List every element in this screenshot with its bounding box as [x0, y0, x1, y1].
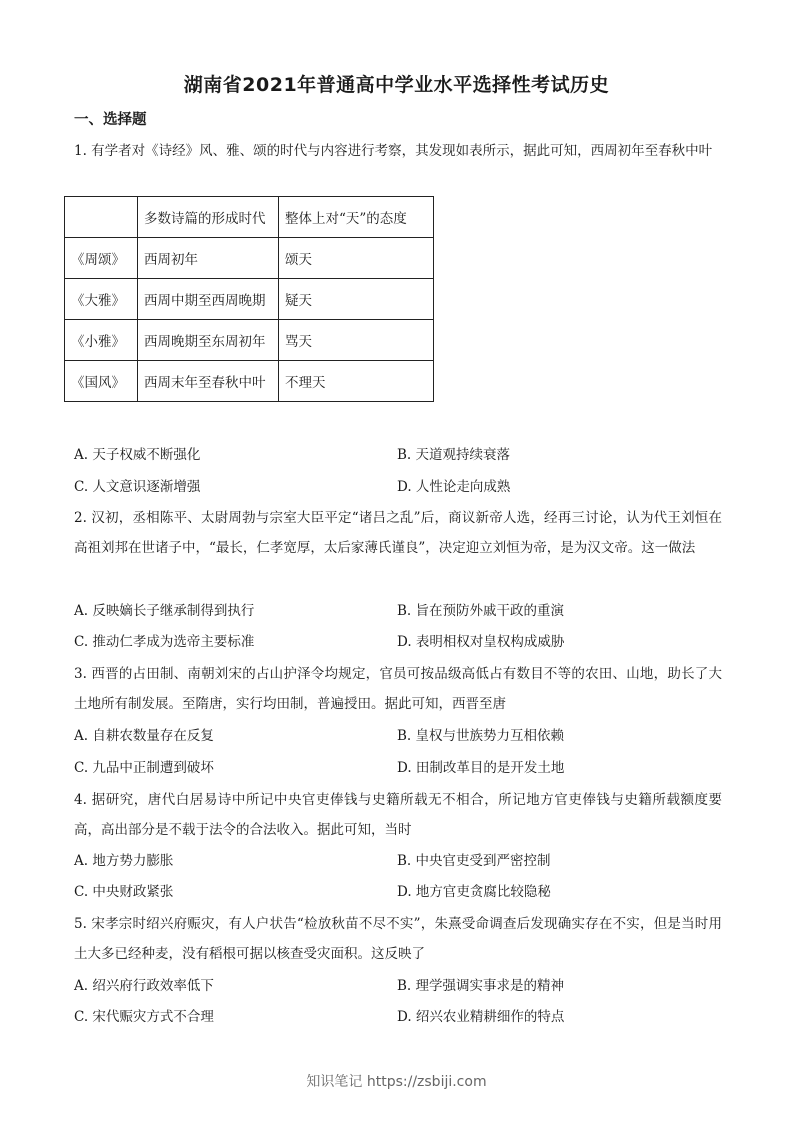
- question-5-option-a: A. 绍兴府行政效率低下: [74, 978, 214, 994]
- table-cell: 《大雅》: [65, 279, 138, 320]
- page-title: 湖南省2021年普通高中学业水平选择性考试历史: [183, 74, 610, 96]
- question-1-option-c: C. 人文意识逐渐增强: [74, 479, 201, 495]
- table-cell: 《小雅》: [65, 320, 138, 361]
- question-5-stem: 5. 宋孝宗时绍兴府赈灾，有人户状告“检放秋苗不尽不实”，朱熹受命调查后发现确实存在不实，但是当时用土大多已经种麦，没有稻根可据以核查受灾面积。这反映了: [74, 916, 722, 962]
- question-2-option-c: C. 推动仁孝成为选帝主要标准: [74, 634, 255, 650]
- table-header-cell: 整体上对“天”的态度: [279, 197, 434, 238]
- table-cell: 骂天: [279, 320, 434, 361]
- question-3-option-d: D. 田制改革目的是开发土地: [397, 760, 565, 776]
- table-cell: 《国风》: [65, 361, 138, 402]
- question-1-table: [64, 196, 434, 402]
- table-cell: 不理天: [279, 361, 434, 402]
- footer-watermark: 知识笔记 https://zsbiji.com: [306, 1074, 487, 1090]
- table-cell: 西周晚期至东周初年: [138, 320, 279, 361]
- table-row: [65, 238, 434, 279]
- table-cell: 西周末年至春秋中叶: [138, 361, 279, 402]
- question-5-option-b: B. 理学强调实事求是的精神: [397, 978, 565, 994]
- question-4-option-c: C. 中央财政紧张: [74, 884, 174, 900]
- question-1-option-d: D. 人性论走向成熟: [397, 479, 511, 495]
- table-header-cell: [65, 197, 138, 238]
- question-5-option-d: D. 绍兴农业精耕细作的特点: [397, 1009, 565, 1025]
- question-1-option-a: A. 天子权威不断强化: [74, 447, 201, 463]
- table-cell: 疑天: [279, 279, 434, 320]
- table-cell: 颂天: [279, 238, 434, 279]
- table-cell: 《周颂》: [65, 238, 138, 279]
- question-3-option-a: A. 自耕农数量存在反复: [74, 728, 214, 744]
- question-4-stem: 4. 据研究，唐代白居易诗中所记中央官吏俸钱与史籍所载无不相合，所记地方官吏俸钱与史籍所载额度要高，高出部分是不载于法令的合法收入。据此可知，当时: [74, 792, 722, 838]
- question-4-option-d: D. 地方官吏贪腐比较隐秘: [397, 884, 551, 900]
- question-2-option-a: A. 反映嫡长子继承制得到执行: [74, 603, 255, 619]
- question-4-option-a: A. 地方势力膨胀: [74, 853, 174, 869]
- table-cell: 西周初年: [138, 238, 279, 279]
- question-1-option-b: B. 天道观持续衰落: [397, 447, 511, 463]
- question-3-option-c: C. 九品中正制遭到破坏: [74, 760, 214, 776]
- question-3-option-b: B. 皇权与世族势力互相依赖: [397, 728, 565, 744]
- table-cell: 西周中期至西周晚期: [138, 279, 279, 320]
- table-row: [65, 279, 434, 320]
- table-row: [65, 361, 434, 402]
- table-row: [65, 320, 434, 361]
- question-2-option-b: B. 旨在预防外戚干政的重演: [397, 603, 565, 619]
- question-1-stem: 1. 有学者对《诗经》风、雅、颂的时代与内容进行考察，其发现如表所示，据此可知，西周初年至春秋中叶: [74, 143, 713, 159]
- question-5-option-c: C. 宋代赈灾方式不合理: [74, 1009, 214, 1025]
- table-header-cell: 多数诗篇的形成时代: [138, 197, 279, 238]
- question-3-stem: 3. 西晋的占田制、南朝刘宋的占山护泽令均规定，官员可按品级高低占有数目不等的农田、山地，助长了大土地所有制发展。至隋唐，实行均田制，普遍授田。据此可知，西晋至唐: [74, 666, 722, 712]
- table-header-row: [65, 197, 434, 238]
- question-4-option-b: B. 中央官吏受到严密控制: [397, 853, 551, 869]
- section-heading: 一、选择题: [74, 112, 147, 128]
- question-2-option-d: D. 表明相权对皇权构成威胁: [397, 634, 565, 650]
- question-2-stem: 2. 汉初，丞相陈平、太尉周勃与宗室大臣平定“诸吕之乱”后，商议新帝人选，经再三讨论，认为代王刘恒在高祖刘邦在世诸子中，“最长，仁孝宽厚，太后家薄氏谨良”，决定迎立刘恒为帝，是为汉文帝。这一做法: [74, 510, 722, 556]
